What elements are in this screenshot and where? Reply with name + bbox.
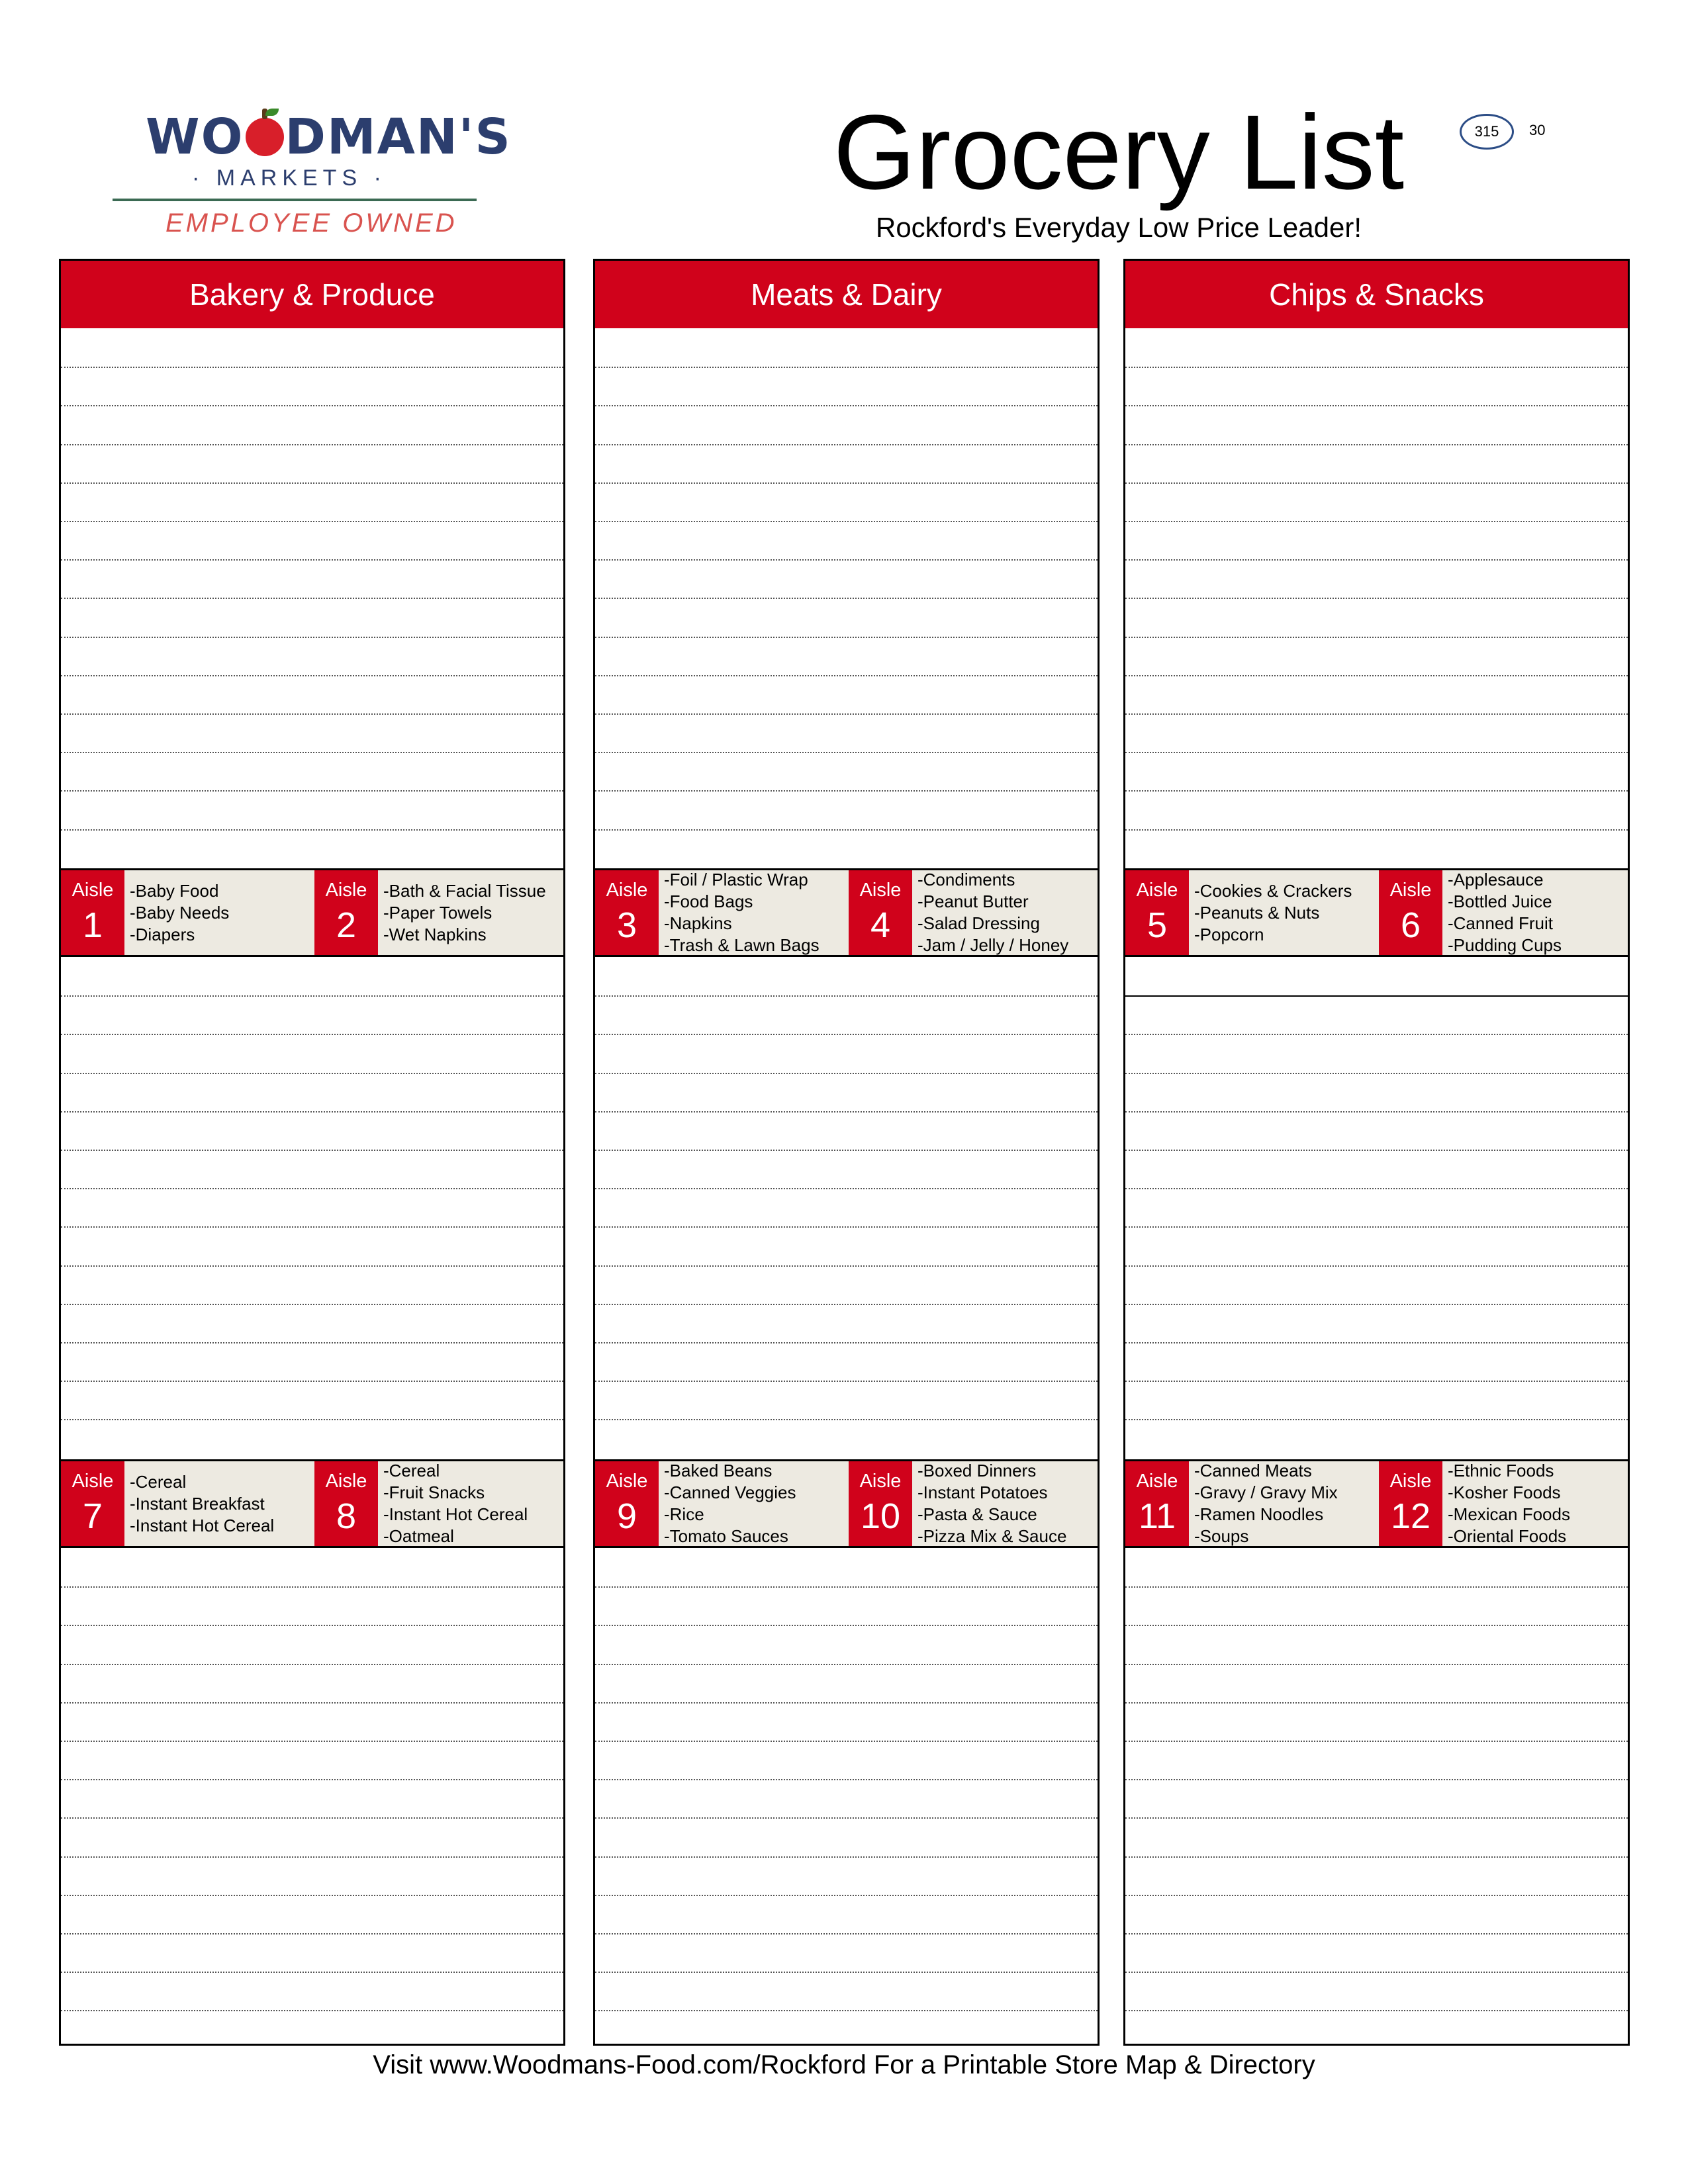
aisle-number: 1 [82, 905, 103, 945]
aisle-band [61, 868, 563, 957]
aisle-items [917, 1461, 1066, 1546]
write-line[interactable] [61, 1702, 563, 1704]
aisle-items [917, 870, 1068, 955]
write-line[interactable] [595, 829, 1098, 831]
write-line[interactable] [61, 598, 563, 599]
write-line[interactable] [61, 1381, 563, 1382]
aisle-number: 11 [1138, 1496, 1176, 1536]
write-line[interactable] [61, 1856, 563, 1858]
aisle-number: 9 [616, 1496, 637, 1536]
write-line[interactable] [1125, 559, 1628, 561]
write-line[interactable] [61, 1342, 563, 1343]
write-line[interactable] [61, 482, 563, 484]
write-line[interactable] [61, 1150, 563, 1151]
write-line[interactable] [595, 521, 1098, 522]
aisle-item: -Ramen Noodles [1194, 1504, 1324, 1524]
aisle-band [595, 1459, 1098, 1548]
aisle-item: -Rice [664, 1504, 704, 1524]
write-line[interactable] [595, 1381, 1098, 1382]
aisle-item: -Peanuts & Nuts [1194, 902, 1320, 923]
aisle-number: 6 [1400, 905, 1421, 945]
logo-divider [113, 199, 477, 201]
write-line[interactable] [595, 2010, 1098, 2011]
write-line[interactable] [1125, 1188, 1628, 1189]
aisle-number: 8 [336, 1496, 357, 1536]
write-line[interactable] [595, 1073, 1098, 1074]
write-line[interactable] [61, 1419, 563, 1420]
aisle-band [595, 868, 1098, 957]
aisle-item: -Fruit Snacks [383, 1482, 485, 1502]
aisle-item: -Oriental Foods [1448, 1526, 1567, 1546]
write-line[interactable] [595, 675, 1098, 676]
aisle-number: 4 [870, 905, 891, 945]
list-column [1123, 259, 1630, 2046]
write-line[interactable] [1125, 829, 1628, 831]
aisle-label: Aisle [325, 880, 367, 901]
write-line[interactable] [1125, 1625, 1628, 1626]
write-line[interactable] [1125, 675, 1628, 676]
write-line[interactable] [1125, 1856, 1628, 1858]
aisle-item: -Instant Breakfast [130, 1493, 265, 1514]
aisle-label: Aisle [606, 1471, 648, 1492]
write-line[interactable] [595, 1342, 1098, 1343]
write-line[interactable] [1125, 713, 1628, 715]
write-line[interactable] [1125, 1664, 1628, 1665]
aisle-item: -Applesauce [1448, 870, 1544, 889]
write-line[interactable] [1125, 2010, 1628, 2011]
aisle-number: 10 [860, 1496, 901, 1536]
write-line[interactable] [61, 713, 563, 715]
aisle-label: Aisle [1136, 880, 1178, 901]
page-title: Grocery List [833, 93, 1405, 211]
aisle-items [664, 1461, 796, 1546]
write-line[interactable] [61, 1265, 563, 1267]
aisle-badge [1125, 870, 1189, 955]
write-line[interactable] [595, 1226, 1098, 1228]
write-line[interactable] [61, 1034, 563, 1035]
write-line[interactable] [61, 1741, 563, 1742]
aisle-items [1448, 1461, 1570, 1546]
write-line[interactable] [1125, 1226, 1628, 1228]
aisle-item: -Paper Towels [383, 902, 492, 923]
logo-markets: · MARKETS · [192, 165, 387, 191]
aisle-item: -Trash & Lawn Bags [664, 935, 820, 955]
apple-icon [246, 118, 284, 156]
page-subtitle: Rockford's Everyday Low Price Leader! [875, 212, 1362, 243]
write-line[interactable] [595, 367, 1098, 368]
aisle-item: -Peanut Butter [917, 891, 1029, 911]
aisle-items [664, 870, 820, 955]
write-line[interactable] [595, 482, 1098, 484]
write-line[interactable] [61, 367, 563, 368]
write-line[interactable] [595, 1702, 1098, 1704]
write-line[interactable] [1125, 482, 1628, 484]
write-line[interactable] [1125, 598, 1628, 599]
write-line[interactable] [61, 1972, 563, 1973]
write-line[interactable] [1125, 752, 1628, 753]
aisle-number: 3 [616, 905, 637, 945]
write-line[interactable] [1125, 1741, 1628, 1742]
write-line[interactable] [61, 790, 563, 792]
aisle-item: -Instant Hot Cereal [383, 1504, 528, 1524]
aisle-item: -Pizza Mix & Sauce [917, 1526, 1067, 1546]
write-line[interactable] [595, 598, 1098, 599]
write-line[interactable] [1125, 1150, 1628, 1151]
write-line[interactable] [1125, 1304, 1628, 1305]
write-line[interactable] [1125, 1073, 1628, 1074]
aisle-number: 2 [336, 905, 357, 945]
aisle-item: -Baby Food [130, 880, 219, 901]
write-line[interactable] [1125, 1933, 1628, 1934]
list-column [593, 259, 1100, 2046]
aisle-item: -Cereal [383, 1461, 440, 1480]
write-line[interactable] [1125, 1034, 1628, 1035]
write-line[interactable] [595, 405, 1098, 406]
aisle-badge [1379, 870, 1442, 955]
aisle-item: -Jam / Jelly / Honey [917, 935, 1069, 955]
write-line[interactable] [1125, 1779, 1628, 1780]
write-line[interactable] [61, 1933, 563, 1934]
write-line[interactable] [595, 1265, 1098, 1267]
write-line[interactable] [1125, 1265, 1628, 1267]
aisle-label: Aisle [325, 1471, 367, 1492]
aisle-label: Aisle [859, 1471, 902, 1492]
aisle-label: Aisle [859, 880, 902, 901]
write-line[interactable] [595, 752, 1098, 753]
write-line[interactable] [595, 1034, 1098, 1035]
aisle-item: -Oatmeal [383, 1526, 454, 1546]
write-line[interactable] [1125, 521, 1628, 522]
write-line[interactable] [595, 1817, 1098, 1819]
aisle-number: 12 [1390, 1496, 1431, 1536]
aisle-item: -Food Bags [664, 891, 753, 911]
aisle-item: -Cereal [130, 1471, 187, 1492]
woodmans-logo [106, 106, 512, 238]
aisle-item: -Canned Meats [1194, 1461, 1312, 1480]
write-line[interactable] [595, 1188, 1098, 1189]
write-line[interactable] [1125, 1895, 1628, 1896]
write-line[interactable] [61, 405, 563, 406]
aisle-badge [595, 870, 659, 955]
write-line[interactable] [61, 1111, 563, 1113]
aisle-item: -Mexican Foods [1448, 1504, 1570, 1524]
aisle-item: -Tomato Sauces [664, 1526, 788, 1546]
write-line[interactable] [61, 995, 563, 997]
aisle-item: -Instant Potatoes [917, 1482, 1048, 1502]
write-line[interactable] [61, 444, 563, 445]
aisle-badge [849, 870, 912, 955]
write-line[interactable] [61, 521, 563, 522]
aisle-label: Aisle [71, 880, 114, 901]
write-line[interactable] [1125, 1111, 1628, 1113]
write-line[interactable] [595, 995, 1098, 997]
write-line[interactable] [595, 1419, 1098, 1420]
write-line[interactable] [61, 1817, 563, 1819]
write-line[interactable] [1125, 444, 1628, 445]
write-line[interactable] [1125, 1342, 1628, 1343]
aisle-band [1125, 868, 1628, 957]
write-line[interactable] [595, 1856, 1098, 1858]
logo-wordmark: WO DMAN'S [146, 109, 512, 165]
write-line[interactable] [1125, 637, 1628, 638]
aisle-item: -Bath & Facial Tissue [383, 880, 546, 901]
aisle-item: -Salad Dressing [917, 913, 1040, 933]
form-code-oval: 315 [1460, 114, 1514, 150]
aisle-item: -Gravy / Gravy Mix [1194, 1482, 1338, 1502]
write-line[interactable] [595, 559, 1098, 561]
write-line[interactable] [61, 1586, 563, 1588]
aisle-item: -Boxed Dinners [917, 1461, 1037, 1480]
aisle-item: -Pudding Cups [1448, 935, 1562, 955]
aisle-item: -Instant Hot Cereal [130, 1515, 275, 1535]
write-line[interactable] [595, 713, 1098, 715]
write-line[interactable] [595, 1779, 1098, 1780]
write-line[interactable] [61, 752, 563, 753]
write-line[interactable] [1125, 790, 1628, 792]
write-line[interactable] [595, 637, 1098, 638]
write-line[interactable] [1125, 367, 1628, 368]
write-line[interactable] [595, 1150, 1098, 1151]
write-line[interactable] [61, 1779, 563, 1780]
aisle-item: -Condiments [917, 870, 1015, 889]
aisle-number: 7 [82, 1496, 103, 1536]
write-line[interactable] [1125, 1419, 1628, 1420]
aisle-label: Aisle [1389, 1471, 1432, 1492]
write-line[interactable] [1125, 1817, 1628, 1819]
aisle-items [383, 870, 546, 955]
list-column [59, 259, 565, 2046]
write-line[interactable] [595, 790, 1098, 792]
column-heading: Chips & Snacks [1125, 261, 1628, 328]
aisle-item: -Napkins [664, 913, 732, 933]
aisle-item: -Ethnic Foods [1448, 1461, 1554, 1480]
aisle-label: Aisle [71, 1471, 114, 1492]
aisle-number: 5 [1147, 905, 1168, 945]
aisle-badge [849, 1461, 912, 1546]
write-line[interactable] [595, 1972, 1098, 1973]
write-line[interactable] [595, 1741, 1098, 1742]
write-line[interactable] [61, 675, 563, 676]
write-line[interactable] [61, 2010, 563, 2011]
write-line[interactable] [595, 1625, 1098, 1626]
form-code-number: 30 [1529, 122, 1546, 138]
aisle-items [1448, 870, 1562, 955]
write-line[interactable] [61, 1664, 563, 1665]
aisle-band [61, 1459, 563, 1548]
column-heading: Bakery & Produce [61, 261, 563, 328]
write-line[interactable] [595, 1586, 1098, 1588]
aisle-item: -Cookies & Crackers [1194, 880, 1352, 901]
aisle-label: Aisle [1389, 880, 1432, 901]
aisle-label: Aisle [606, 880, 648, 901]
aisle-item: -Pasta & Sauce [917, 1504, 1037, 1524]
aisle-item: -Diapers [130, 924, 195, 944]
write-line[interactable] [595, 1304, 1098, 1305]
write-line[interactable] [61, 1625, 563, 1626]
aisle-item: -Baby Needs [130, 902, 230, 923]
write-line[interactable] [61, 1895, 563, 1896]
footer-note: Visit www.Woodmans-Food.com/Rockford For a Printable Store Map & Directory [373, 2050, 1315, 2079]
aisle-items [1194, 1461, 1338, 1546]
write-line[interactable] [61, 1073, 563, 1074]
write-line[interactable] [595, 1664, 1098, 1665]
aisle-items [1194, 870, 1352, 955]
aisle-label: Aisle [1136, 1471, 1178, 1492]
write-line[interactable] [1125, 405, 1628, 406]
write-line[interactable] [595, 1111, 1098, 1113]
write-line[interactable] [1125, 1972, 1628, 1973]
write-line[interactable] [595, 1933, 1098, 1934]
aisle-items [383, 1461, 528, 1546]
aisle-item: -Foil / Plastic Wrap [664, 870, 808, 889]
aisle-item: -Bottled Juice [1448, 891, 1552, 911]
aisle-item: -Wet Napkins [383, 924, 487, 944]
write-line[interactable] [61, 1304, 563, 1305]
aisle-badge [61, 1461, 124, 1546]
aisle-item: -Kosher Foods [1448, 1482, 1561, 1502]
write-line[interactable] [595, 444, 1098, 445]
aisle-badge [61, 870, 124, 955]
aisle-band [1125, 1459, 1628, 1548]
column-heading: Meats & Dairy [595, 261, 1098, 328]
write-line[interactable] [1125, 1586, 1628, 1588]
aisle-item: -Baked Beans [664, 1461, 773, 1480]
write-line[interactable] [61, 559, 563, 561]
write-line[interactable] [61, 1188, 563, 1189]
write-line[interactable] [595, 1895, 1098, 1896]
write-line[interactable] [1125, 1381, 1628, 1382]
write-line[interactable] [61, 829, 563, 831]
aisle-item: -Canned Fruit [1448, 913, 1553, 933]
section-rule [1125, 995, 1628, 997]
write-line[interactable] [1125, 1702, 1628, 1704]
write-line[interactable] [61, 1226, 563, 1228]
aisle-badge [1125, 1461, 1189, 1546]
aisle-item: -Soups [1194, 1526, 1249, 1546]
aisle-badge [314, 870, 378, 955]
aisle-items [130, 1461, 274, 1546]
aisle-badge [595, 1461, 659, 1546]
logo-tagline: EMPLOYEE OWNED [165, 208, 457, 238]
aisle-badge [314, 1461, 378, 1546]
write-line[interactable] [61, 637, 563, 638]
aisle-items [130, 870, 229, 955]
aisle-item: -Popcorn [1194, 924, 1264, 944]
aisle-item: -Canned Veggies [664, 1482, 796, 1502]
aisle-badge [1379, 1461, 1442, 1546]
